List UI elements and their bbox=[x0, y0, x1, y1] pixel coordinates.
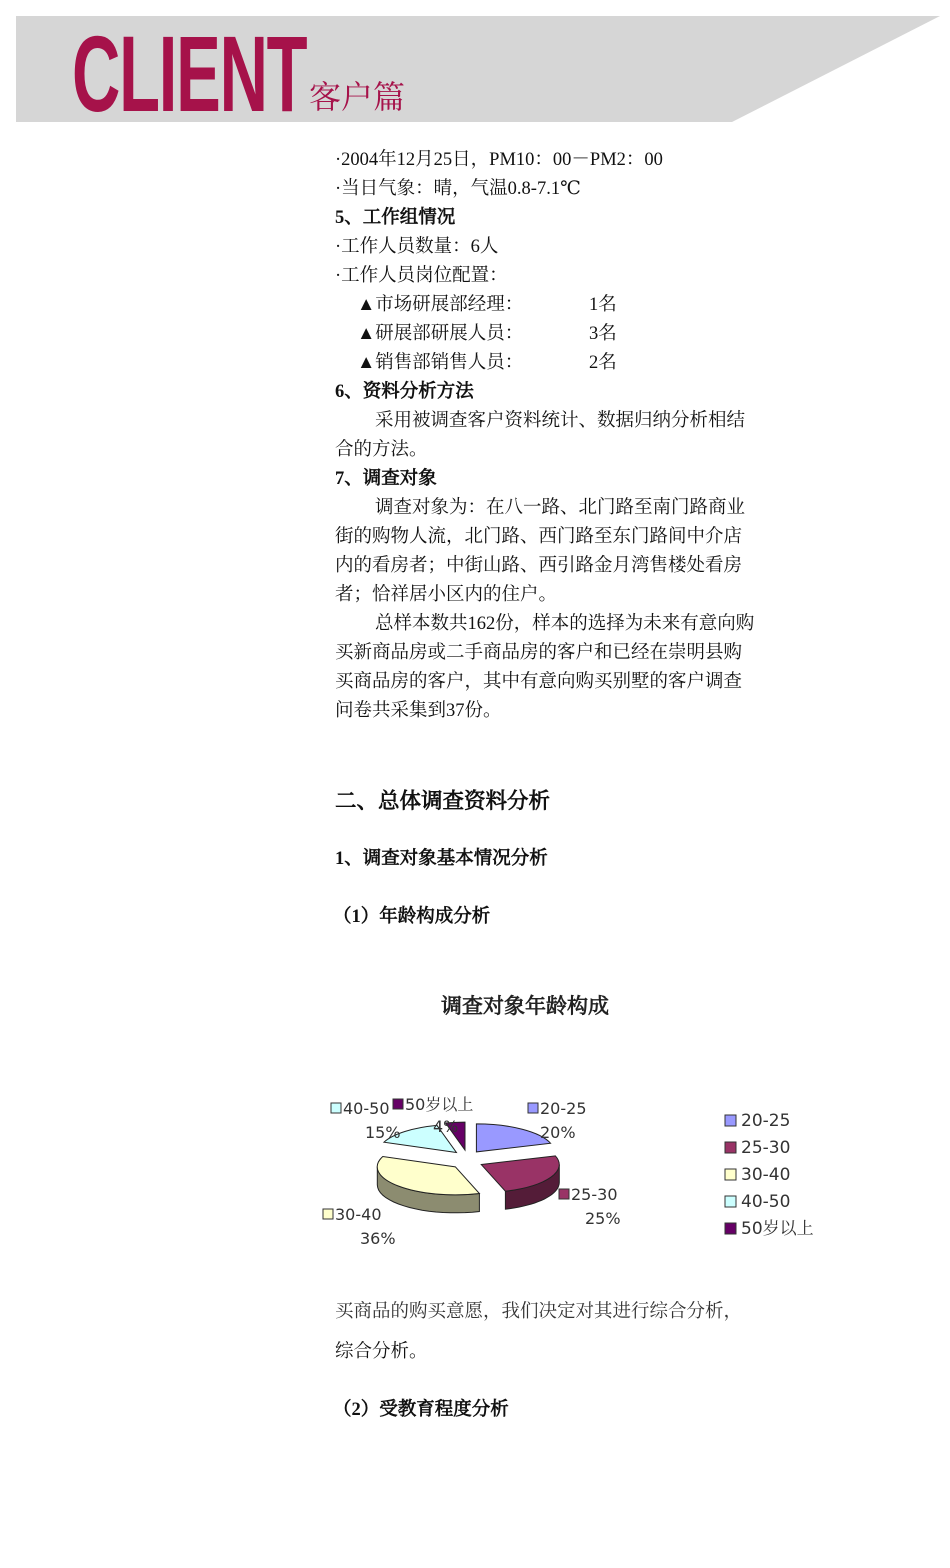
heading-education-analysis: （2）受教育程度分析 bbox=[333, 1400, 509, 1420]
legend-swatch bbox=[725, 1169, 736, 1180]
role-name: ▲销售部销售人员： bbox=[357, 353, 524, 373]
tail-text: 综合分析。 bbox=[335, 1342, 428, 1362]
section-6-line: 合的方法。 bbox=[335, 440, 428, 460]
survey-time: ·2004年12月25日，PM10：00－PM2：00 bbox=[335, 150, 663, 170]
legend-label: 40-50 bbox=[741, 1192, 791, 1212]
slice-label-swatch bbox=[331, 1103, 341, 1113]
legend-swatch bbox=[725, 1142, 736, 1153]
chart-legend bbox=[725, 1111, 814, 1239]
slice-label: 20-25 bbox=[540, 1099, 587, 1118]
slice-label: 25-30 bbox=[571, 1185, 618, 1204]
role-row bbox=[357, 320, 617, 349]
legend-swatch bbox=[725, 1223, 736, 1234]
legend-label: 25-30 bbox=[741, 1138, 791, 1158]
slice-percent: 25% bbox=[585, 1209, 621, 1228]
slice-label: 40-50 bbox=[343, 1099, 390, 1118]
heading-overall-analysis: 二、总体调查资料分析 bbox=[335, 789, 551, 813]
chart-title: 调查对象年龄构成 bbox=[441, 994, 609, 1018]
role-count: 2名 bbox=[589, 353, 617, 373]
slice-label: 30-40 bbox=[335, 1205, 382, 1224]
header-banner bbox=[16, 13, 940, 134]
section-7-line: 买新商品房或二手商品房的客户和已经在崇明县购 bbox=[335, 643, 743, 663]
role-row bbox=[357, 291, 617, 320]
staff-config: ·工作人员岗位配置： bbox=[335, 266, 508, 286]
slice-label-swatch bbox=[393, 1099, 403, 1109]
slice-label-swatch bbox=[323, 1209, 333, 1219]
pie-tops bbox=[377, 1122, 559, 1195]
heading-age-analysis: （1）年龄构成分析 bbox=[333, 907, 491, 927]
role-name: ▲研展部研展人员： bbox=[357, 324, 524, 344]
section-7-line: 街的购物人流，北门路、西门路至东门路间中介店 bbox=[335, 527, 743, 547]
clipped-text-line bbox=[335, 1302, 787, 1327]
section-7-line: 问卷共采集到37份。 bbox=[335, 701, 502, 721]
clipped-text: 买商品的购买意愿，我们决定对其进行综合分析， bbox=[335, 1302, 743, 1322]
legend-label: 50岁以上 bbox=[741, 1219, 814, 1239]
slice-label-swatch bbox=[559, 1189, 569, 1199]
section-7-line: 内的看房者；中街山路、西引路金月湾售楼处看房 bbox=[335, 556, 743, 576]
section-7-line: 买商品房的客户，其中有意向购买别墅的客户调查 bbox=[335, 672, 743, 692]
slice-label: 50岁以上 bbox=[405, 1095, 474, 1114]
legend-label: 30-40 bbox=[741, 1165, 791, 1185]
slice-percent: 4% bbox=[433, 1117, 459, 1136]
section-6-line: 采用被调查客户资料统计、数据归纳分析相结 bbox=[375, 411, 746, 431]
slice-label-swatch bbox=[528, 1103, 538, 1113]
section-6-title: 6、资料分析方法 bbox=[335, 382, 474, 402]
section-7-line: 者；恰祥居小区内的住户。 bbox=[335, 585, 558, 605]
survey-weather: ·当日气象：晴，气温0.8-7.1℃ bbox=[335, 179, 581, 199]
legend-swatch bbox=[725, 1115, 736, 1126]
age-pie-chart bbox=[325, 1090, 845, 1265]
section-7-title: 7、调查对象 bbox=[335, 469, 437, 489]
slice-percent: 36% bbox=[360, 1229, 396, 1248]
role-name: ▲市场研展部经理： bbox=[357, 295, 524, 315]
section-5-title: 5、工作组情况 bbox=[335, 208, 456, 228]
role-row bbox=[357, 349, 617, 378]
slice-percent: 15% bbox=[365, 1123, 401, 1142]
section-7-line: 总样本数共162份，样本的选择为未来有意向购 bbox=[375, 614, 755, 634]
logo-subtitle: 客户篇 bbox=[309, 78, 406, 116]
slice-percent: 20% bbox=[540, 1123, 576, 1142]
legend-swatch bbox=[725, 1196, 736, 1207]
section-7-line: 调查对象为：在八一路、北门路至南门路商业 bbox=[375, 498, 746, 518]
role-count: 3名 bbox=[589, 324, 617, 344]
role-count: 1名 bbox=[589, 295, 617, 315]
legend-label: 20-25 bbox=[741, 1111, 791, 1131]
slice-labels bbox=[323, 1095, 621, 1248]
staff-count: ·工作人员数量：6人 bbox=[335, 237, 499, 257]
heading-basic-analysis: 1、调查对象基本情况分析 bbox=[335, 849, 548, 869]
logo-word: CLIENT bbox=[72, 13, 307, 134]
